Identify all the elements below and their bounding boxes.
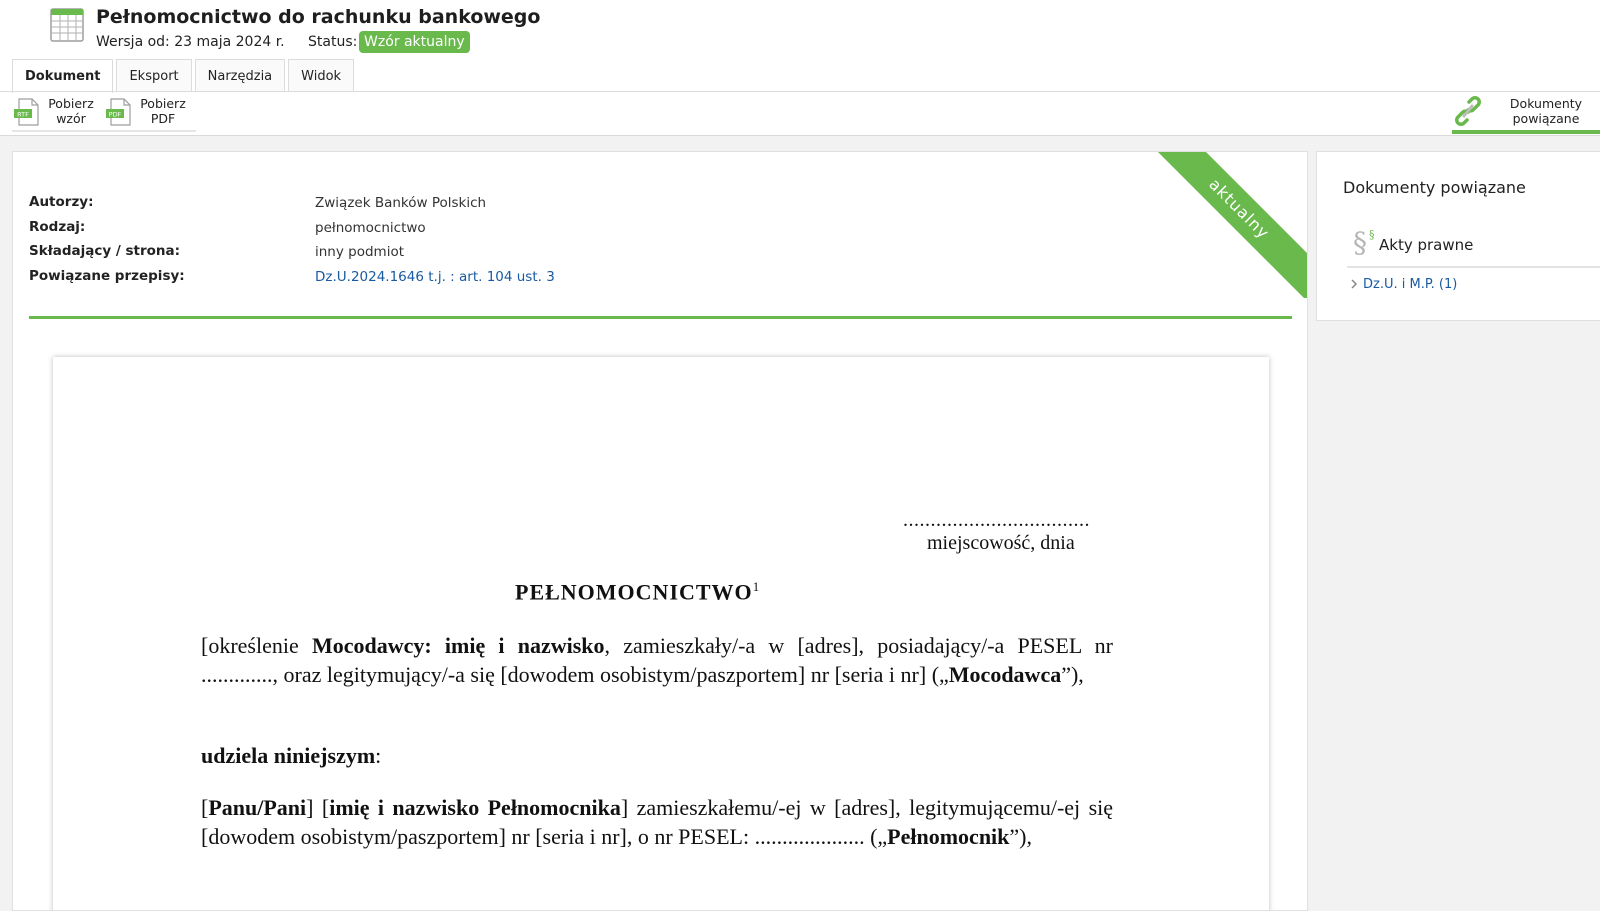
meta-value: Związek Banków Polskich bbox=[315, 195, 487, 211]
tab-eksport[interactable]: Eksport bbox=[116, 59, 191, 92]
p1-b: Mocodawcy: imię i nazwisko bbox=[311, 633, 605, 658]
paragraph-sign-icon bbox=[1353, 226, 1379, 256]
chevron-right-icon bbox=[1349, 277, 1359, 291]
status-label: Status: bbox=[308, 34, 358, 50]
version-date: Wersja od: 23 maja 2024 r. bbox=[96, 34, 285, 50]
p3-d: imię i nazwisko Pełnomocnika bbox=[329, 795, 621, 820]
rtf-badge: RTF bbox=[17, 110, 29, 119]
p3-a: [ bbox=[201, 795, 209, 820]
meta-key: Autorzy: bbox=[29, 194, 94, 210]
status-ribbon-clip bbox=[1141, 152, 1308, 298]
meta-key: Powiązane przepisy: bbox=[29, 267, 185, 284]
svg-text:§: § bbox=[1369, 228, 1375, 241]
status-badge: Wzór aktualny bbox=[359, 31, 470, 53]
dzu-mp-link[interactable]: Dz.U. i M.P. (1) bbox=[1363, 277, 1458, 292]
meta-key: Rodzaj: bbox=[29, 218, 86, 235]
p2-b: : bbox=[375, 743, 382, 768]
p3-g: ”), bbox=[1009, 823, 1032, 849]
meta-value: pełnomocnictwo bbox=[315, 219, 426, 236]
related-panel-title: Dokumenty powiązane bbox=[1343, 178, 1526, 197]
regulation-link[interactable]: Dz.U.2024.1646 t.j. : art. 104 ust. 3 bbox=[315, 268, 555, 285]
download-template-line2: wzór bbox=[56, 111, 86, 126]
meta-value: inny podmiot bbox=[315, 244, 404, 260]
related-documents-panel bbox=[1316, 151, 1600, 321]
section-divider bbox=[1347, 266, 1600, 268]
status-ribbon: aktualny bbox=[1142, 152, 1308, 298]
place-date-dots: .................................. bbox=[903, 509, 1090, 531]
p1-a: [określenie bbox=[201, 633, 312, 658]
page-title: Pełnomocnictwo do rachunku bankowego bbox=[96, 6, 541, 28]
p3-c: ] [ bbox=[306, 795, 330, 820]
top-bar bbox=[0, 0, 1600, 136]
footnote-ref: 1 bbox=[752, 579, 761, 594]
meta-key: Składający / strona: bbox=[29, 243, 181, 259]
pdf-file-icon bbox=[106, 98, 132, 126]
paragraph-attorney bbox=[201, 794, 1113, 851]
heading-text: PEŁNOMOCNICTWO bbox=[515, 579, 753, 605]
legal-acts-section: Akty prawne bbox=[1379, 236, 1474, 254]
document-card bbox=[12, 151, 1308, 911]
place-date-label: miejscowość, dnia bbox=[927, 532, 1075, 554]
download-pdf-line2: PDF bbox=[150, 111, 176, 126]
rtf-file-icon bbox=[14, 98, 40, 126]
tab-dokument[interactable]: Dokument bbox=[12, 59, 113, 93]
download-pdf-line1: Pobierz bbox=[140, 96, 186, 111]
document-page bbox=[53, 357, 1269, 911]
p1-c: , zamieszkały/-a w [adres], posiadający/-a PESEL nr ............., oraz legitymujący/-a się [dowodem osobistym/paszportem] nr [seria i nr] („ bbox=[201, 633, 1114, 687]
tab-divider bbox=[0, 91, 1600, 92]
ribbon-tabs bbox=[12, 59, 357, 92]
p3-e: ] zamieszkałemu/-ej w [adres], legitymującemu/-ej się [dowodem osobistym/paszportem] nr [seria i nr], o nr PESEL: .................... („ bbox=[201, 795, 1114, 849]
p1-e: ”), bbox=[1061, 661, 1084, 687]
paragraph-principal bbox=[201, 632, 1113, 689]
document-table-icon bbox=[50, 8, 84, 42]
related-line1: Dokumenty bbox=[1509, 96, 1583, 111]
tab-narzedzia[interactable]: Narzędzia bbox=[195, 59, 286, 92]
tab-widok[interactable]: Widok bbox=[288, 59, 354, 92]
metadata-divider bbox=[29, 316, 1292, 319]
p3-f: Pełnomocnik bbox=[887, 823, 1010, 849]
related-active-bar bbox=[1452, 130, 1600, 134]
download-template-button[interactable] bbox=[14, 96, 100, 130]
toolbar-underline bbox=[12, 130, 196, 132]
download-pdf-button[interactable] bbox=[106, 96, 192, 130]
pdf-badge: PDF bbox=[108, 110, 122, 119]
svg-text:§: § bbox=[1353, 226, 1367, 256]
paragraph-grants bbox=[201, 742, 1113, 771]
document-heading bbox=[515, 579, 760, 605]
related-documents-button[interactable] bbox=[1452, 94, 1600, 134]
p3-b: Panu/Pani bbox=[208, 795, 307, 820]
p1-d: Mocodawca bbox=[948, 661, 1062, 687]
related-line2: powiązane bbox=[1512, 111, 1580, 126]
p2-a: udziela niniejszym bbox=[201, 743, 376, 768]
download-template-line1: Pobierz bbox=[48, 96, 94, 111]
